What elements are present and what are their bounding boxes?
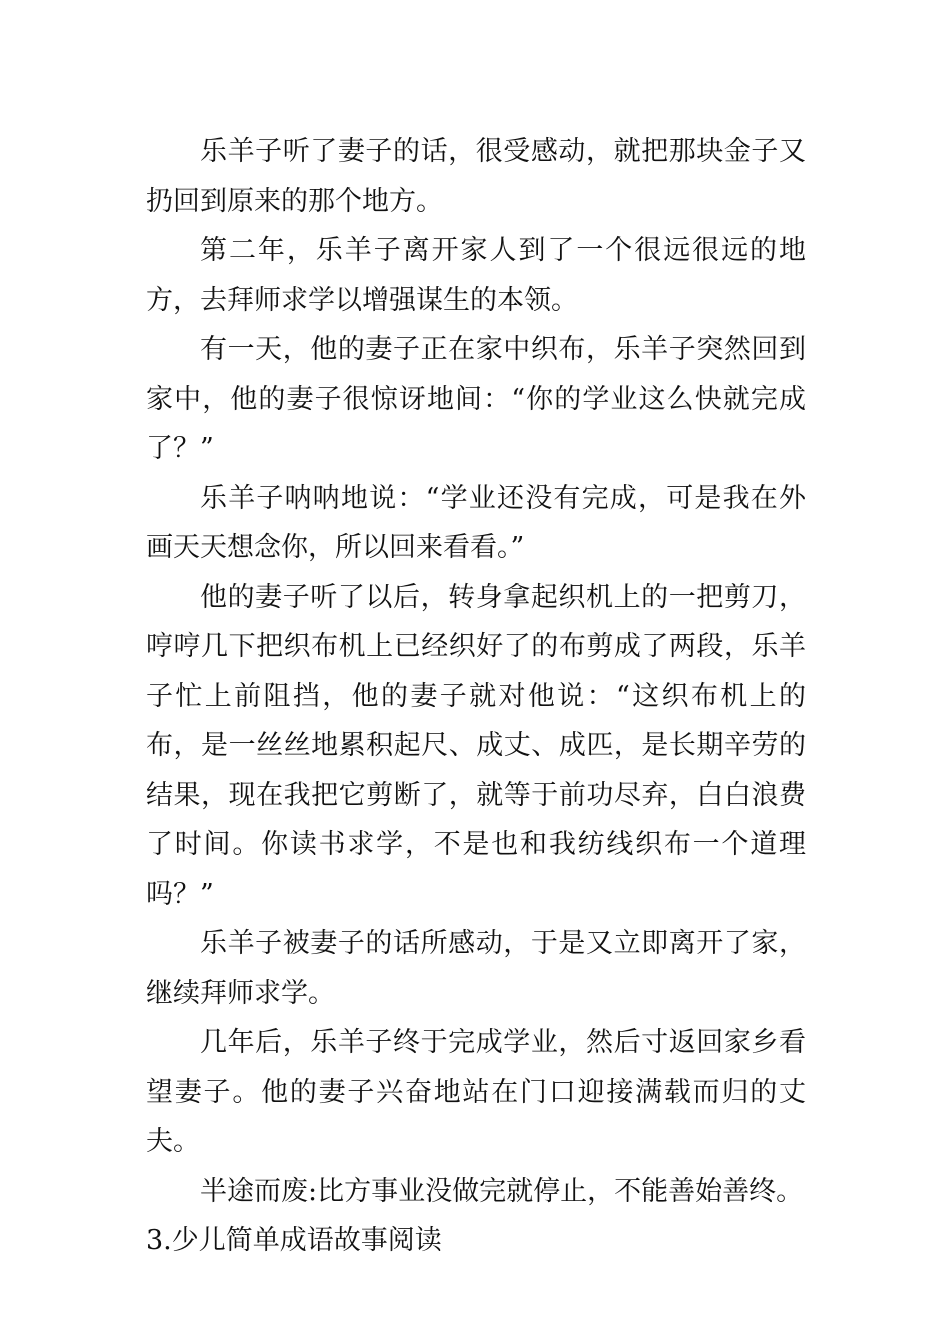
paragraph-7: 几年后，乐羊子终于完成学业，然后寸返回家乡看望妻子。他的妻子兴奋地站在门口迎接满载而归的丈夫。	[146, 1027, 806, 1157]
paragraph-2: 第二年，乐羊子离开家人到了一个很远很远的地方，去拜师求学以增强谋生的本领。	[146, 235, 806, 316]
paragraph-3: 有一天，他的妻子正在家中织布，乐羊子突然回到家中，他的妻子很惊讶地间：“你的学业这么快就完成了？”	[146, 334, 806, 464]
paragraph-8: 半途而废:比方事业没做完就停止，不能善始善终。	[200, 1175, 804, 1207]
document-body	[146, 127, 806, 1266]
section-heading: 3.少儿简单成语故事阅读	[146, 1225, 442, 1256]
paragraph-5: 他的妻子听了以后，转身拿起织机上的一把剪刀，哼哼几下把织布机上已经织好了的布剪成了两段，乐羊子忙上前阻挡，他的妻子就对他说：“这织布机上的布，是一丝丝地累积起尺、成丈、成匹，是长期辛劳的结果，现在我把它剪断了，就等于前功尽弃，白白浪费了时间。你读书求学，不是也和我纺线织布一个道理吗？”	[146, 581, 806, 910]
paragraph-4: 乐羊子呐呐地说：“学业还没有完成，可是我在外画天天想念你，所以回来看看。”	[146, 482, 806, 563]
paragraph-6: 乐羊子被妻子的话所感动，于是又立即离开了家，继续拜师求学。	[146, 928, 806, 1009]
paragraph-1: 乐羊子听了妻子的话，很受感动，就把那块金子又扔回到原来的那个地方。	[146, 136, 806, 217]
